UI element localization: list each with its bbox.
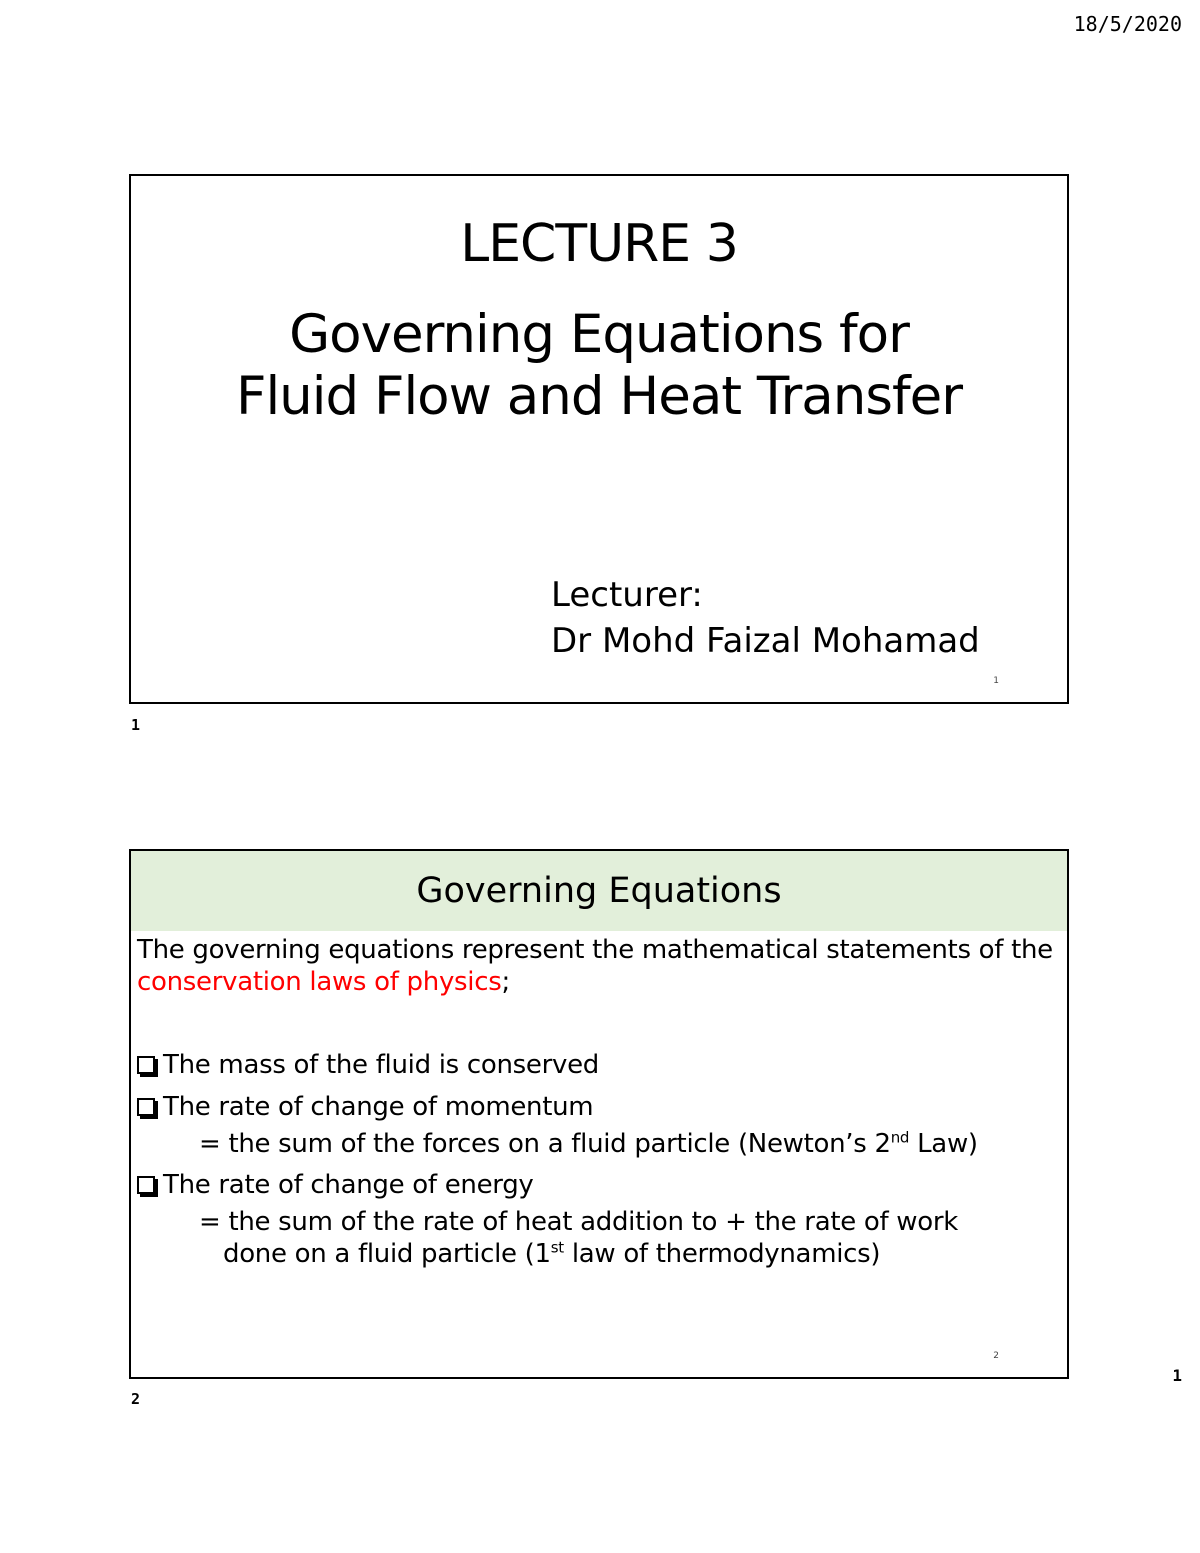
detail-text: done on a fluid particle (1: [223, 1239, 551, 1269]
checkbox-bullet-icon: [137, 1098, 155, 1116]
bullet-detail-energy-cont: [137, 1238, 1061, 1270]
bullet-list: [137, 1044, 1061, 1270]
slide-2-heading: Governing Equations: [131, 851, 1067, 931]
lecture-title-line1: Governing Equations for: [289, 304, 909, 365]
intro-highlight: conservation laws of physics: [137, 967, 502, 997]
intro-text: The governing equations represent the mathematical statements of the: [137, 935, 1053, 965]
lecturer-block: [551, 572, 980, 664]
bullet-text: The rate of change of momentum: [163, 1092, 594, 1122]
checkbox-bullet-icon: [137, 1176, 155, 1194]
slide-1-label: 1: [131, 716, 141, 734]
superscript: nd: [890, 1128, 910, 1147]
bullet-item-mass: [137, 1044, 1061, 1086]
lecturer-label: Lecturer:: [551, 575, 703, 615]
lecture-number-title: LECTURE 3: [460, 214, 738, 274]
slide-2-label: 2: [131, 1390, 141, 1408]
bullet-item-momentum: [137, 1086, 1061, 1128]
detail-text-end: law of thermodynamics): [563, 1239, 881, 1269]
detail-text: = the sum of the forces on a fluid particle (Newton’s 2: [199, 1129, 891, 1159]
page-number: 1: [1172, 1366, 1182, 1385]
bullet-text: The mass of the fluid is conserved: [163, 1050, 599, 1080]
slide-2: [129, 849, 1069, 1379]
slide-1: [129, 174, 1069, 704]
lecturer-name: Dr Mohd Faizal Mohamad: [551, 621, 980, 661]
bullet-text: The rate of change of energy: [163, 1170, 534, 1200]
lecture-title-line2: Fluid Flow and Heat Transfer: [235, 366, 963, 427]
checkbox-bullet-icon: [137, 1056, 155, 1074]
document-date: 18/5/2020: [1073, 12, 1182, 36]
lecture-title: [131, 304, 1067, 428]
bullet-detail-energy: = the sum of the rate of heat addition to + the rate of work: [199, 1207, 959, 1237]
slide-1-number: 1: [993, 676, 999, 686]
bullet-detail-momentum: [137, 1128, 1061, 1160]
intro-end: ;: [501, 967, 510, 997]
bullet-item-energy: [137, 1164, 1061, 1206]
superscript: st: [550, 1238, 564, 1257]
detail-text-end: Law): [909, 1129, 978, 1159]
intro-paragraph: [137, 934, 1061, 998]
slide-2-number: 2: [993, 1351, 999, 1361]
